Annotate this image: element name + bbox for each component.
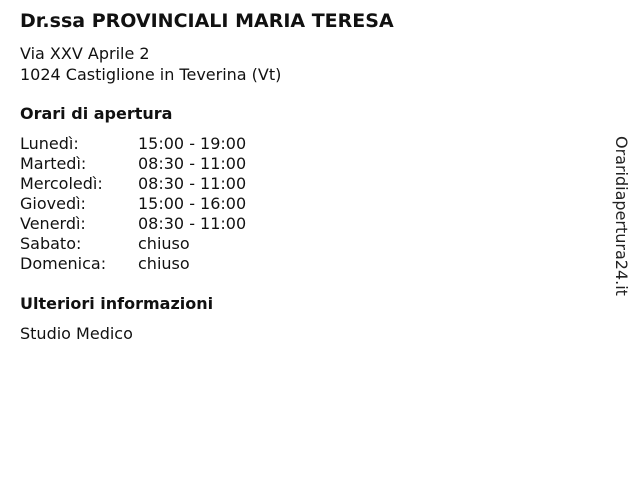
hours-day: Mercoledì:	[20, 174, 103, 193]
hours-time: 08:30 - 11:00	[138, 174, 247, 193]
address-city: 1024 Castiglione in Teverina (Vt)	[20, 65, 282, 84]
hours-time: 08:30 - 11:00	[138, 214, 247, 233]
opening-hours-table	[20, 134, 246, 274]
hours-time: 15:00 - 19:00	[138, 134, 247, 153]
hours-day: Martedì:	[20, 154, 87, 173]
hours-day: Venerdì:	[20, 214, 86, 233]
opening-hours-heading: Orari di apertura	[20, 104, 173, 123]
hours-row	[20, 234, 246, 254]
hours-row	[20, 154, 246, 174]
hours-day: Domenica:	[20, 254, 107, 273]
address-street: Via XXV Aprile 2	[20, 44, 150, 63]
hours-row	[20, 214, 246, 234]
address-block	[20, 43, 281, 85]
site-watermark: Oraridiapertura24.it	[612, 136, 631, 296]
hours-row	[20, 194, 246, 214]
hours-time: chiuso	[138, 254, 190, 273]
hours-time: 15:00 - 16:00	[138, 194, 247, 213]
hours-row	[20, 254, 246, 274]
hours-day: Sabato:	[20, 234, 82, 253]
hours-time: 08:30 - 11:00	[138, 154, 247, 173]
hours-day: Lunedì:	[20, 134, 79, 153]
hours-day: Giovedì:	[20, 194, 86, 213]
hours-time: chiuso	[138, 234, 190, 253]
additional-info-text: Studio Medico	[20, 324, 133, 343]
hours-row	[20, 134, 246, 154]
additional-info-heading: Ulteriori informazioni	[20, 294, 214, 313]
page-title: Dr.ssa PROVINCIALI MARIA TERESA	[20, 10, 394, 32]
hours-row	[20, 174, 246, 194]
